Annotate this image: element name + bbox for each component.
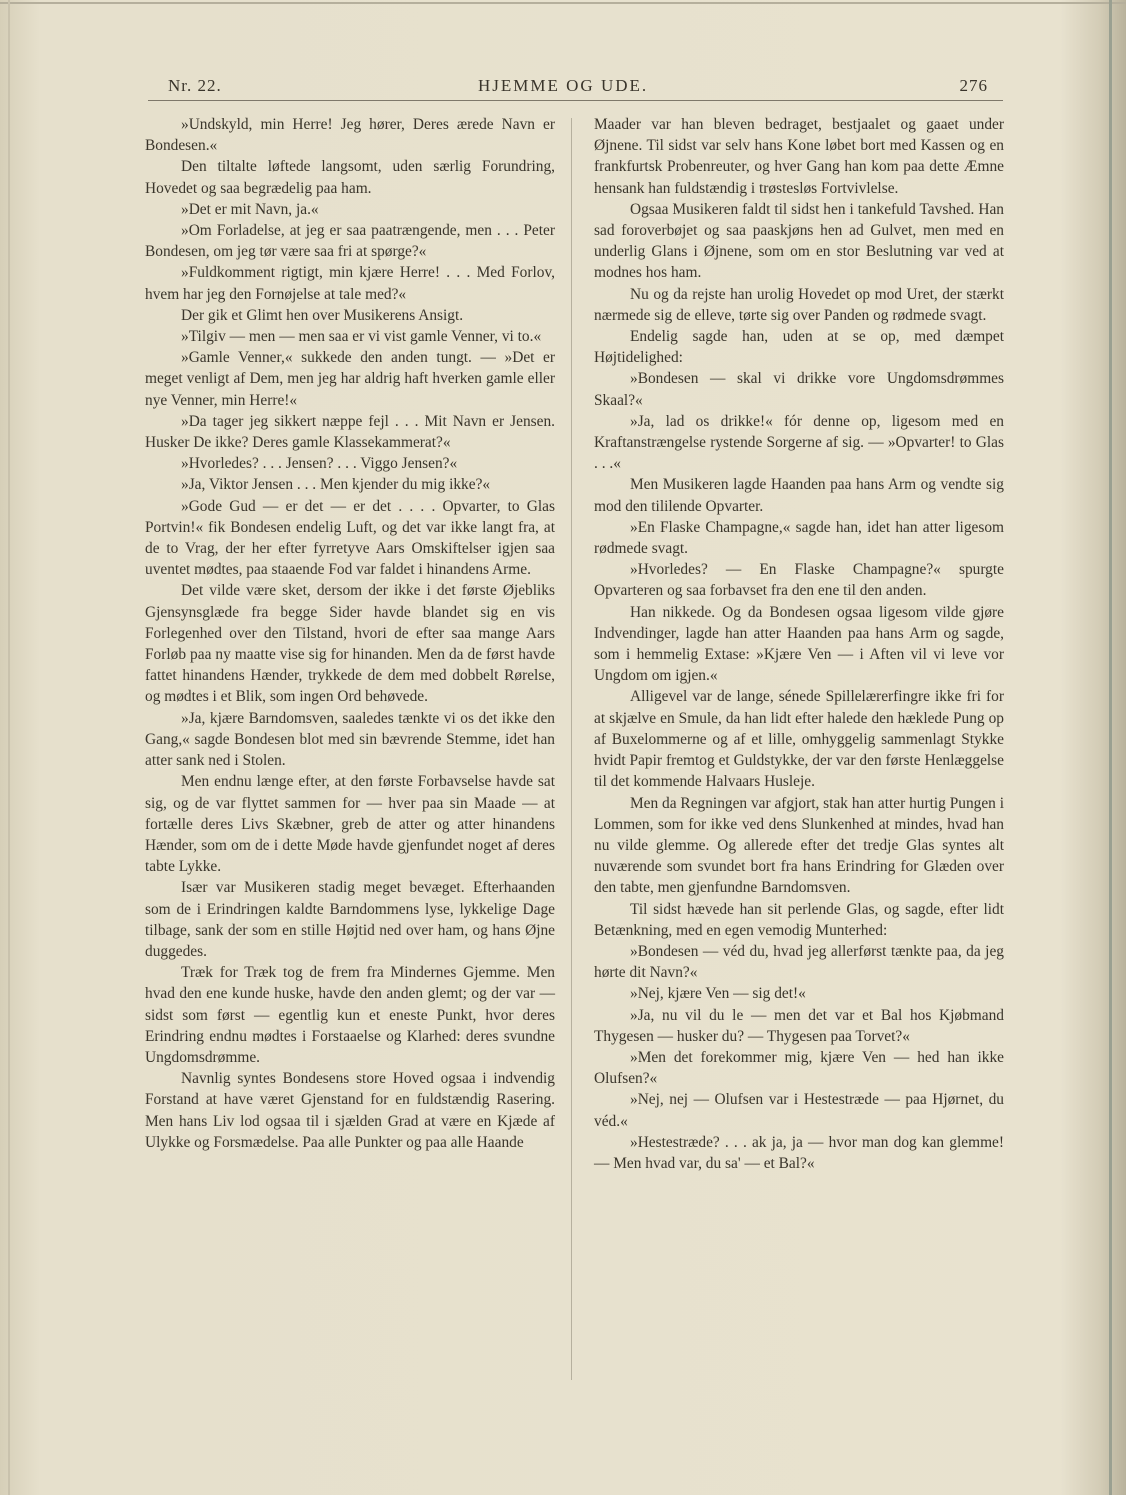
- header-rule: [148, 100, 1003, 101]
- paragraph: »Nej, kjære Ven — sig det!«: [630, 985, 806, 1003]
- right-column: [594, 114, 1004, 1174]
- top-edge-line: [0, 2, 1126, 4]
- paragraph: Til sidst hævede han sit perlende Glas, og sagde, efter lidt Betænkning, med en egen vemodig Munterhed:: [594, 900, 1004, 939]
- paragraph: »Gamle Venner,« sukkede den anden tungt. — »Det er meget venligt af Dem, men jeg har aldrig haft hverken gamle eller nye Venner, min Herre!«: [145, 349, 555, 409]
- paragraph: »Bondesen — skal vi drikke vore Ungdomsdrømmes Skaal?«: [594, 370, 1004, 409]
- paragraph: Navnlig syntes Bondesens store Hoved ogsaa i indvendig Forstand at have været Gjenstand for en fuldstændig Rasering. Men hans Liv lod ogsaa til i sjælden Grad at være en Kjæde af Ulykke og Forsmædelse. Paa alle Punkter og paa alle Haande: [145, 1070, 555, 1151]
- paragraph: Men endnu længe efter, at den første Forbavselse havde sat sig, og de var flyttet sammen for — hver paa sin Maade — at fortælle deres Livs Skæbner, greb de atter og atter hinandens Hænder, som om de i dette Møde havde gjenfundet noget af deres tabte Lykke.: [145, 773, 555, 876]
- page-number: 276: [959, 76, 988, 95]
- paragraph: »Bondesen — véd du, hvad jeg allerførst tænkte paa, da jeg hørte dit Navn?«: [594, 942, 1004, 982]
- paragraph: »Hvorledes? . . . Jensen? . . . Viggo Jensen?«: [181, 455, 458, 473]
- paragraph: Træk for Træk tog de frem fra Mindernes Gjemme. Men hvad den ene kunde huske, havde den anden glemt; og der var — sidst som først — egentlig kun et eneste Punkt, hvor deres Erindring endnu mødtes i Forstaaelse og Klarhed: deres svundne Ungdomsdrømme.: [145, 964, 555, 1066]
- paragraph: »Hvorledes? — En Flaske Champagne?« spurgte Opvarteren og saa forbavset fra den ene til den anden.: [594, 561, 1004, 600]
- column-divider: [571, 118, 572, 1380]
- paragraph: »Men det forekommer mig, kjære Ven — hed han ikke Olufsen?«: [594, 1048, 1004, 1088]
- paragraph: Men Musikeren lagde Haanden paa hans Arm og vendte sig mod den tililende Opvarter.: [594, 476, 1004, 515]
- paragraph: Især var Musikeren stadig meget bevæget. Efterhaanden som de i Erindringen kaldte Barndommens lyse, lykkelige Dage tilbage, sank der som en stille Højtid ned over ham, og hans Øjne duggedes.: [145, 879, 555, 960]
- paragraph: »Tilgiv — men — men saa er vi vist gamle Venner, vi to.«: [181, 328, 542, 346]
- paragraph: Men da Regningen var afgjort, stak han atter hurtig Pungen i Lommen, som for ikke ved dens Slunkenhed at mindes, hvad han nu vilde glemme. Og allerede efter det tredje Glas syntes alt nuværende som svundet bort fra hans Erindring for Glæden over den tabte, men gjenfundne Barndomsven.: [594, 794, 1004, 897]
- paragraph-continued: Maader var han bleven bedraget, bestjaalet og gaaet under Øjnene. Til sidst var selv hans Kone løbet bort med Kassen og en frankfurtsk Probenreuter, og hver Gang han kom paa dette Æmne hensank han fuldstændig i trøstesløs Fortvivlelse.: [594, 116, 1004, 197]
- running-header: [168, 76, 988, 102]
- paragraph: »Ja, lad os drikke!« fór denne op, ligesom med en Kraftanstrængelse rystende Sorgerne af sig. — »Opvarter! to Glas . . .«: [594, 412, 1004, 473]
- paragraph: Nu og da rejste han urolig Hovedet op mod Uret, der stærkt nærmede sig de elleve, tørte sig over Panden og rødmede svagt.: [594, 285, 1004, 324]
- paragraph: Alligevel var de lange, sénede Spillelærerfingre ikke fri for at skjælve en Smule, da han lidt efter halede den hæklede Pung op af Buxelommerne og af et lille, omhyggelig sammenlagt Stykke hvidt Papir fremtog et Guldstykke, der var den første Henlæggelse til det kommende Halvaars Husleje.: [594, 688, 1004, 791]
- paragraph: Det vilde være sket, dersom der ikke i det første Øjebliks Gjensynsglæde fra begge Sider havde blandet sig en vis Forlegenhed over den Tilstand, hvori de efter saa mange Aars Forløb paa ny maatte vise sig for hinanden. Men da de først havde fattet hinandens Hænder, trykkede de dem med dobbelt Rørelse, og mødtes i et Blik, som ingen Ord behøvede.: [145, 582, 555, 706]
- paragraph: Han nikkede. Og da Bondesen ogsaa ligesom vilde gjøre Indvendinger, lagde han atter Haanden paa hans Arm og sagde, som i hemmelig Extase: »Kjære Ven — i Aften vil vi leve vor Ungdom om igjen.«: [594, 603, 1004, 685]
- right-binding-edge: [1109, 0, 1112, 1495]
- paragraph: Ogsaa Musikeren faldt til sidst hen i tankefuld Tavshed. Han sad foroverbøjet og saa paaskjøns hen ad Gulvet, men med en underlig Glans i Øjnene, som om en stor Beslutning var ved at modnes hos ham.: [594, 200, 1004, 282]
- issue-number: Nr. 22.: [168, 76, 222, 95]
- paragraph: »Da tager jeg sikkert næppe fejl . . . Mit Navn er Jensen. Husker De ikke? Deres gamle Klassekammerat?«: [145, 412, 555, 452]
- paragraph: Endelig sagde han, uden at se op, med dæmpet Højtidelighed:: [594, 328, 1004, 367]
- paragraph: »Om Forladelse, at jeg er saa paatrængende, men . . . Peter Bondesen, om jeg tør være saa fri at spørge?«: [145, 222, 555, 261]
- paragraph: Der gik et Glimt hen over Musikerens Ansigt.: [181, 306, 464, 324]
- paragraph: »En Flaske Champagne,« sagde han, idet han atter ligesom rødmede svagt.: [594, 518, 1004, 558]
- paragraph: »Det er mit Navn, ja.«: [181, 200, 319, 218]
- paragraph: »Hestestræde? . . . ak ja, ja — hvor man dog kan glemme! — Men hvad var, du sa' — et Bal?«: [594, 1133, 1004, 1172]
- paragraph: »Ja, nu vil du le — men det var et Bal hos Kjøbmand Thygesen — husker du? — Thygesen paa Torvet?«: [594, 1006, 1004, 1045]
- left-column: [145, 114, 555, 1153]
- paragraph: »Ja, Viktor Jensen . . . Men kjender du mig ikke?«: [181, 476, 491, 494]
- paragraph: »Undskyld, min Herre! Jeg hører, Deres ærede Navn er Bondesen.«: [145, 116, 555, 155]
- journal-title: HJEMME OG UDE.: [478, 76, 649, 95]
- paragraph: »Fuldkomment rigtigt, min kjære Herre! . . . Med Forlov, hvem har jeg den Fornøjelse at tale med?«: [145, 264, 555, 303]
- paragraph: Den tiltalte løftede langsomt, uden særlig Forundring, Hovedet og saa begrædelig paa ham.: [145, 158, 555, 197]
- paragraph: »Gode Gud — er det — er det . . . . Opvarter, to Glas Portvin!« fik Bondesen endelig Luft, og det var ikke langt fra, at de to Vrag, der her efter fyrretyve Aars Omskiftelser igjen saa uventet mødtes, paa staaende Fod var faldet i hinandens Arme.: [145, 497, 555, 579]
- paragraph: »Nej, nej — Olufsen var i Hestestræde — paa Hjørnet, du véd.«: [594, 1091, 1004, 1130]
- paragraph: »Ja, kjære Barndomsven, saaledes tænkte vi os det ikke den Gang,« sagde Bondesen blot med sin bævrende Stemme, idet han atter sank ned i Stolen.: [145, 709, 555, 770]
- left-binding-edge: [8, 0, 10, 1495]
